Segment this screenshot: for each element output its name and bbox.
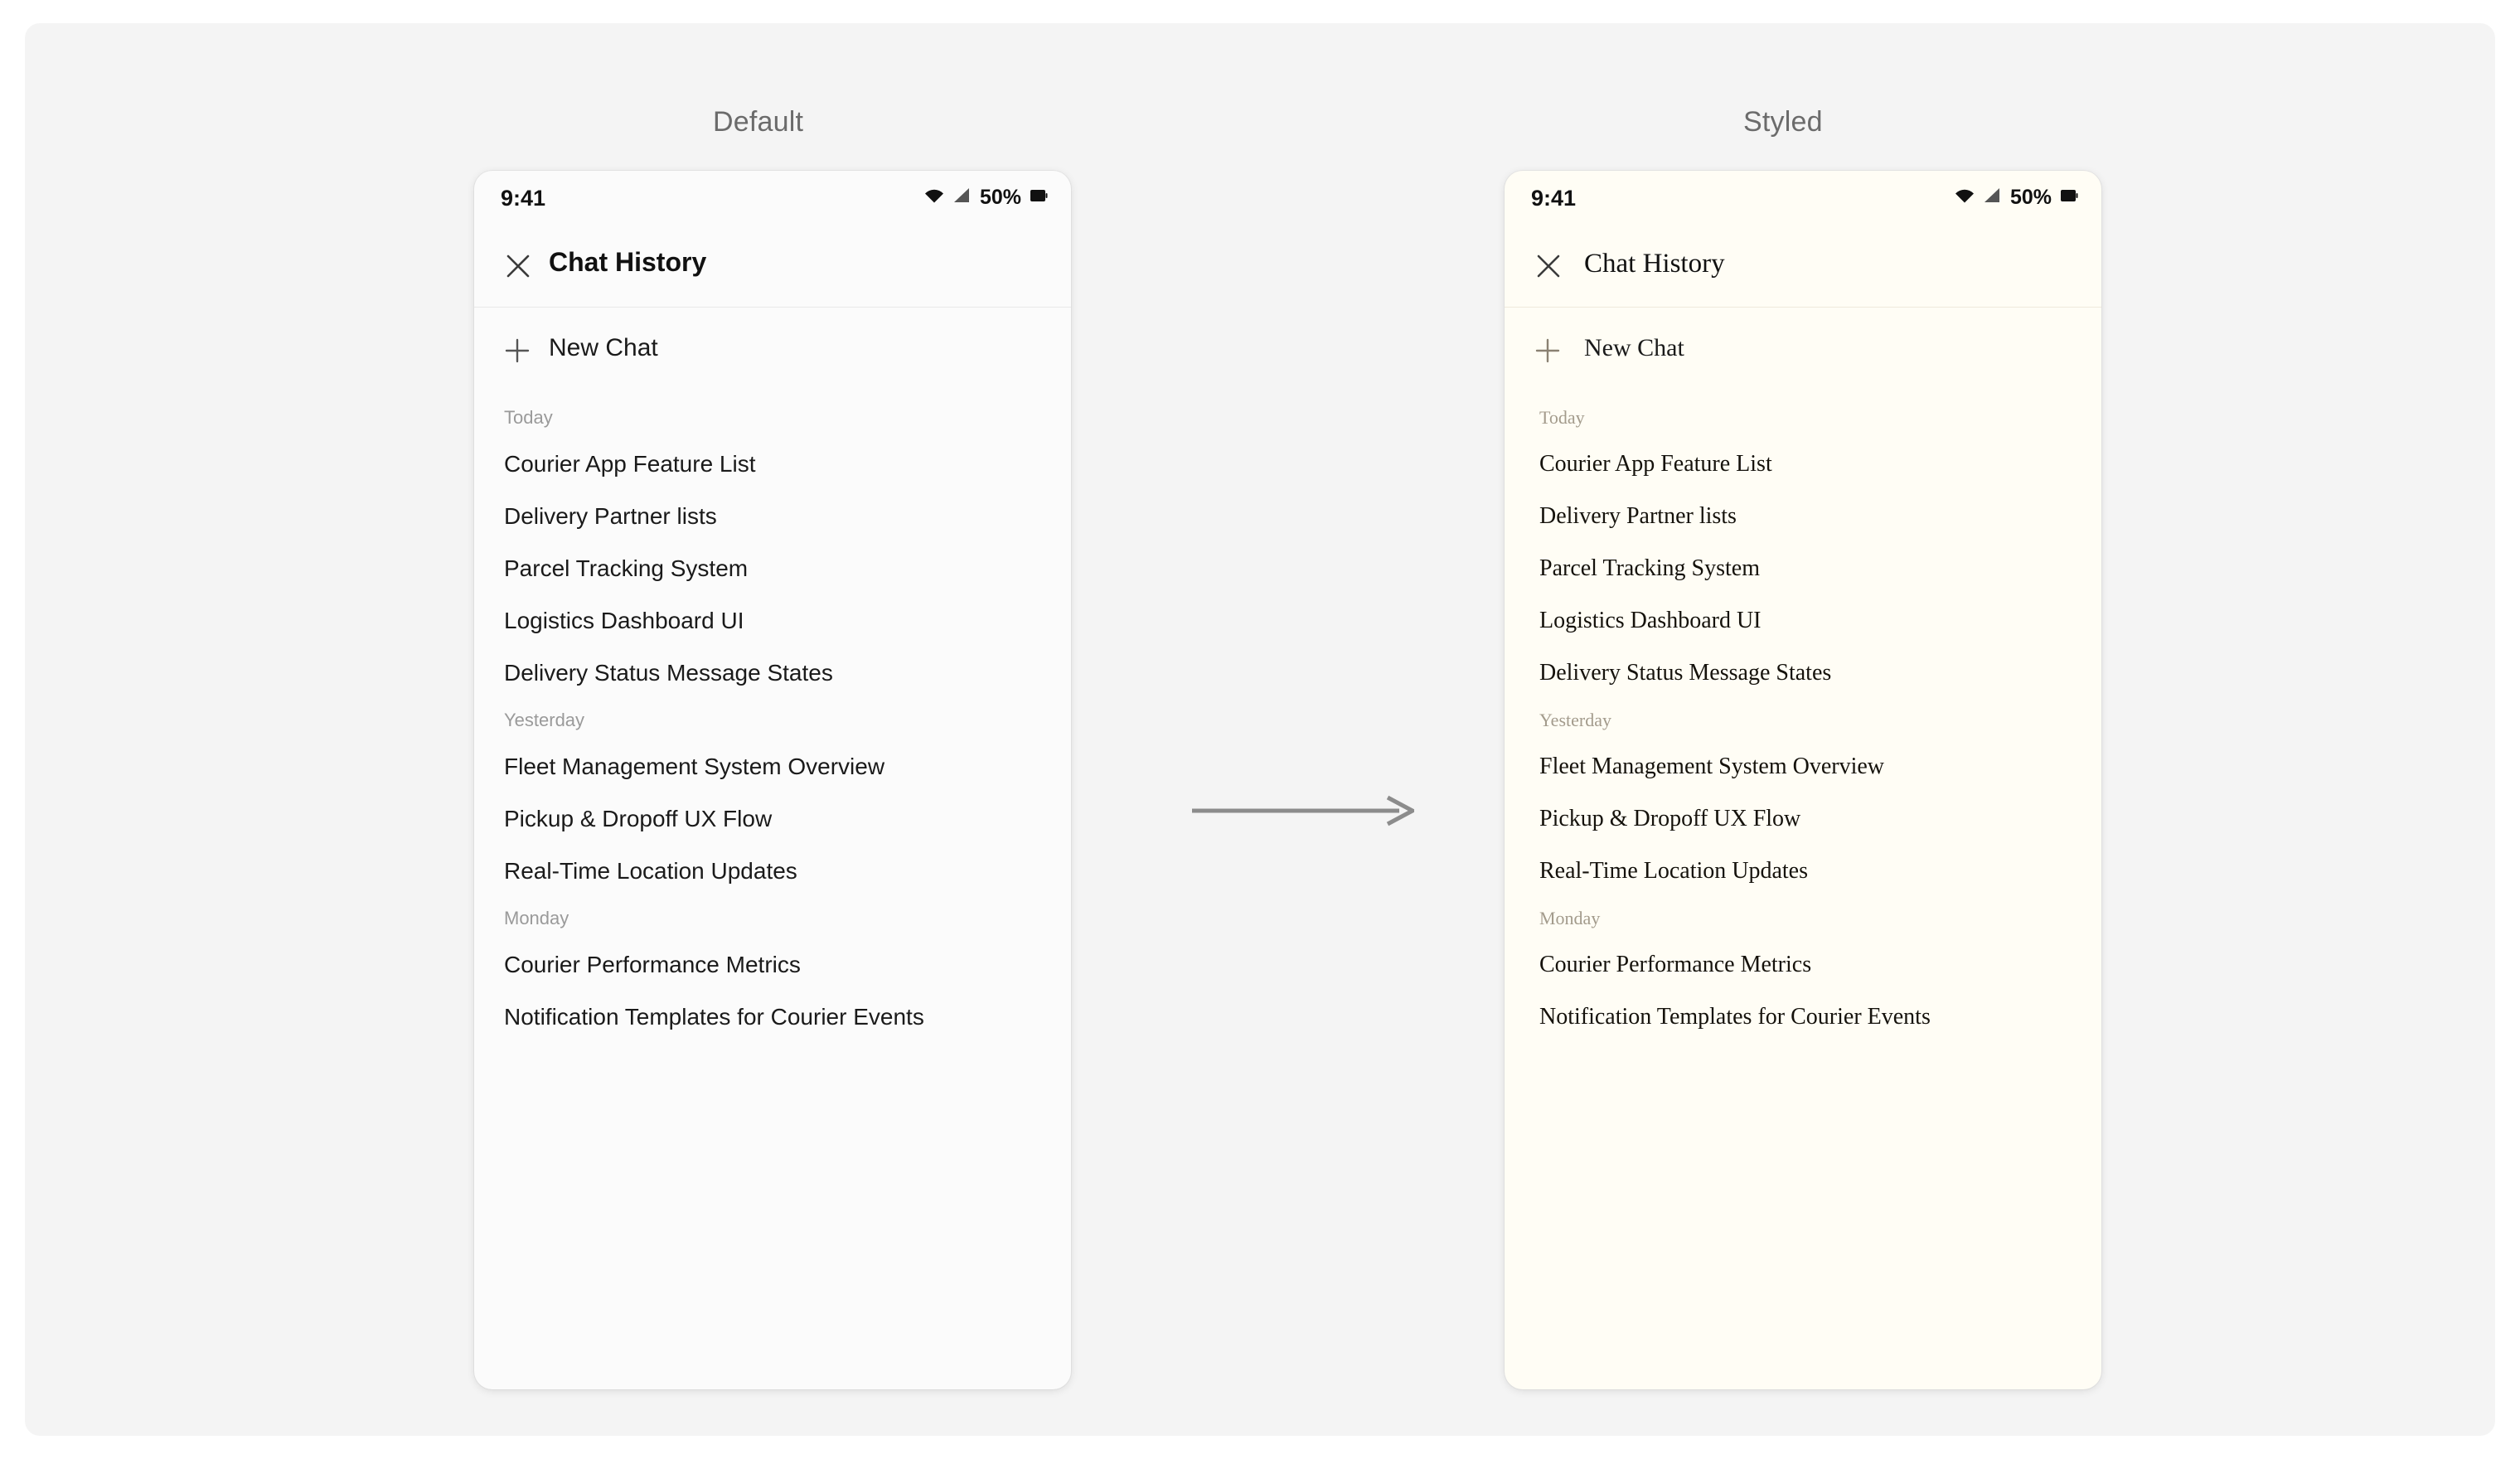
list-item[interactable]: Logistics Dashboard UI: [1539, 608, 1762, 633]
list-item[interactable]: Pickup & Dropoff UX Flow: [504, 806, 773, 831]
status-indicators: [923, 186, 1048, 210]
group-label-yesterday: Yesterday: [1539, 710, 1611, 730]
new-chat-label: New Chat: [1584, 334, 1684, 361]
page-title: Chat History: [549, 247, 707, 277]
page-title: Chat History: [1584, 249, 1725, 279]
group-label-today: Today: [1539, 407, 1585, 428]
group-label-monday: Monday: [504, 908, 569, 928]
list-item[interactable]: Courier App Feature List: [504, 451, 756, 477]
phone-mockup-default: [474, 171, 1071, 1389]
plus-icon: [1534, 337, 1561, 364]
list-item[interactable]: Real-Time Location Updates: [504, 858, 797, 884]
battery-icon: [1030, 187, 1048, 208]
list-item[interactable]: Pickup & Dropoff UX Flow: [1539, 806, 1801, 831]
panel-title-default: Default: [713, 106, 804, 138]
battery-icon: [2060, 187, 2078, 208]
list-item[interactable]: Logistics Dashboard UI: [504, 608, 744, 633]
list-item[interactable]: Delivery Partner lists: [1539, 503, 1737, 529]
list-item[interactable]: Real-Time Location Updates: [1539, 858, 1809, 884]
battery-percent-label: 50%: [979, 186, 1021, 209]
wifi-icon: [1954, 187, 1975, 208]
status-bar: [474, 171, 1071, 230]
status-indicators: [1954, 186, 2078, 210]
status-bar: [1505, 171, 2101, 230]
list-item[interactable]: Courier Performance Metrics: [1539, 952, 1812, 977]
phone-mockup-styled: [1505, 171, 2101, 1389]
new-chat-button[interactable]: [474, 308, 1071, 399]
list-item[interactable]: Fleet Management System Overview: [504, 754, 885, 779]
new-chat-button[interactable]: [1505, 308, 2101, 399]
arrow-right-icon: [1192, 794, 1414, 827]
list-item[interactable]: Delivery Status Message States: [504, 660, 833, 686]
list-item[interactable]: Notification Templates for Courier Events: [1539, 1004, 1931, 1030]
list-item[interactable]: Delivery Partner lists: [504, 503, 717, 529]
background-canvas: [25, 23, 2495, 1436]
chat-history-list: [474, 399, 1071, 1062]
app-header: [1505, 230, 2101, 308]
battery-percent-label: 50%: [2009, 186, 2052, 209]
list-item[interactable]: Delivery Status Message States: [1539, 660, 1832, 686]
list-item[interactable]: Notification Templates for Courier Events: [504, 1004, 924, 1030]
group-label-monday: Monday: [1539, 908, 1601, 928]
list-item[interactable]: Courier App Feature List: [1539, 451, 1772, 477]
status-time: 9:41: [1531, 186, 1577, 211]
status-time: 9:41: [501, 186, 546, 211]
close-icon[interactable]: [504, 252, 532, 280]
wifi-icon: [923, 187, 945, 208]
app-header: [474, 230, 1071, 308]
list-item[interactable]: Fleet Management System Overview: [1539, 754, 1885, 779]
panel-title-styled: Styled: [1743, 106, 1823, 138]
signal-icon: [953, 187, 972, 208]
list-item[interactable]: Courier Performance Metrics: [504, 952, 801, 977]
group-label-today: Today: [504, 407, 553, 428]
list-item[interactable]: Parcel Tracking System: [504, 555, 749, 581]
chat-history-list: [1505, 399, 2101, 1062]
new-chat-label: New Chat: [549, 334, 658, 361]
close-icon[interactable]: [1534, 252, 1563, 280]
signal-icon: [1984, 187, 2002, 208]
list-item[interactable]: Parcel Tracking System: [1539, 555, 1760, 581]
plus-icon: [504, 337, 531, 364]
group-label-yesterday: Yesterday: [504, 710, 585, 730]
